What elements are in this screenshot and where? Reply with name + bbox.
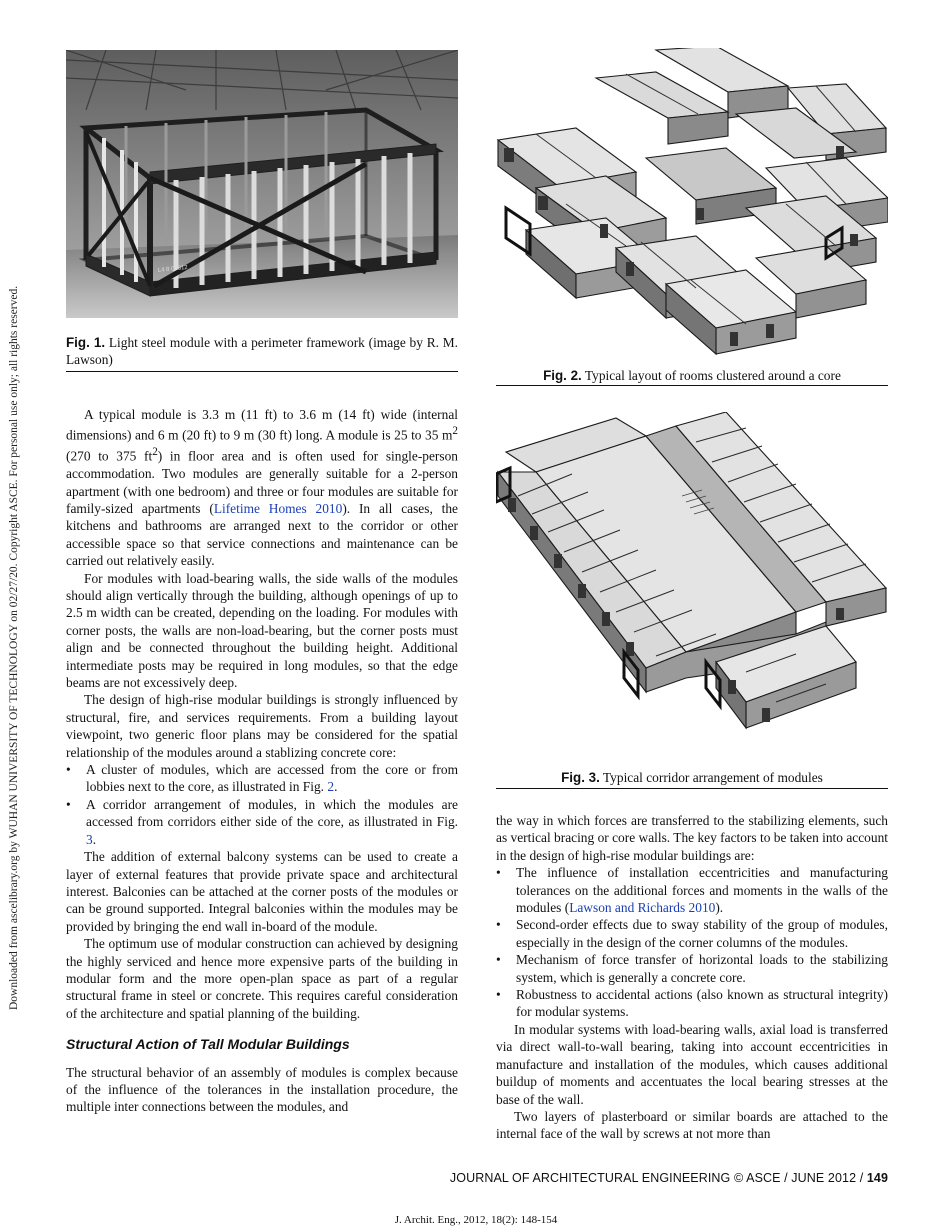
figure-2-drawing: [496, 48, 888, 360]
corridor-layout-drawing: [496, 412, 888, 760]
figure-3-rule: [496, 788, 888, 789]
figure-3-caption-text: Typical corridor arrangement of modules: [599, 770, 823, 785]
list-item: • Robustness to accidental actions (also known as structural integrity) for modular systems.: [496, 987, 888, 1020]
paragraph-plasterboard: Two layers of plasterboard or similar boards are attached to the internal face of the wall by screws at not more than: [496, 1108, 888, 1142]
figure-1-caption-text: Light steel module with a perimeter framework (image by R. M. Lawson): [66, 335, 458, 367]
steel-module-photo: [66, 50, 458, 318]
list-item: • The influence of installation eccentricities and manufacturing tolerances on the additional forces and moments in the walls of the modules (Lawson and Richards 2010).: [496, 865, 888, 916]
figure-1-rule: [66, 371, 458, 372]
journal-footer: JOURNAL OF ARCHITECTURAL ENGINEERING © ASCE / JUNE 2012 / 149: [449, 1171, 888, 1185]
paragraph-structural-behavior: The structural behavior of an assembly of modules is complex because of the influence of the tolerances in the installation procedure, the multiple inter connections between the modules, and: [66, 1064, 458, 1115]
figure-1-photo: [66, 50, 458, 318]
left-column: [66, 406, 458, 1116]
figure-1-caption: [66, 334, 458, 368]
figure-3-label: Fig. 3.: [561, 770, 600, 785]
figure-1-label: Fig. 1.: [66, 335, 106, 350]
paragraph-load-bearing-walls: For modules with load-bearing walls, the side walls of the modules should align vertically through the building, although openings of up to 2.5 m width can be created, depending on the loading. For modules with corner posts, the walls are non-load-bearing, but the corner posts must align and be connected throughout the building height. Additional intermediate posts may be required in long modules, so that the edge beams are not excessively deep.: [66, 570, 458, 691]
figure-3-drawing: [496, 412, 888, 760]
module-stamp: L4 8 00812: [157, 264, 189, 274]
layout-bullet-list: [66, 761, 458, 848]
section-heading: Structural Action of Tall Modular Buildings: [66, 1036, 350, 1053]
key-factors-list: [496, 864, 888, 1021]
citation-footer: J. Archit. Eng., 2012, 18(2): 148-154: [394, 1214, 558, 1226]
page-number: 149: [866, 1171, 888, 1185]
figure-2-rule: [496, 385, 888, 386]
list-item: • A cluster of modules, which are accessed from the core or from lobbies next to the core, as illustrated in Fig. 2.: [66, 762, 458, 795]
paragraph-balconies: The addition of external balcony systems can be used to create a layer of external features that provide private space and architectural interest. Balconies can be attached at the corner posts of the modules or can be ground supported. Integral balconies within the modules may be provided by bringing the end wall in-board of the module.: [66, 849, 458, 934]
paragraph-optimum-use: The optimum use of modular construction can achieved by designing the highly serviced and hence more expensive parts of the building in modular form and the more open-plan space as part of a regular structural frame in steel or concrete. This requires careful consideration of the architecture and spatial planning of the building.: [66, 936, 458, 1021]
figure-2-caption: [496, 367, 888, 384]
list-item: • A corridor arrangement of modules, in which the modules are accessed from corridors either side of the core, as illustrated in Fig. 3.: [66, 796, 458, 847]
paragraph-axial-load: In modular systems with load-bearing walls, axial load is transferred via direct wall-to-wall bearing, taking into account eccentricities in manufacture and installation of the modules, which causes additional buildup of moments and accentuates the local bearing stresses at the base of the wall.: [496, 1021, 888, 1107]
fig-2-link[interactable]: 2: [327, 779, 335, 795]
paragraph-high-rise-design: The design of high-rise modular buildings is strongly influenced by structural, fire, and services requirements. From a building layout viewpoint, two generic floor plans may be considered for the spatial relationship of the modules around a stablizing concrete core:: [66, 692, 458, 760]
fig-3-link[interactable]: 3: [86, 831, 93, 847]
list-item: • Mechanism of force transfer of horizontal loads to the stabilizing system, which is generally a concrete core.: [496, 952, 888, 985]
figure-2-caption-text: Typical layout of rooms clustered around a core: [581, 368, 841, 383]
right-column: [496, 812, 888, 1143]
download-notice: Downloaded from ascelibrary.org by WUHAN UNIVERSITY OF TECHNOLOGY on 02/27/20. Copyright ASCE. For personal use only; all rights reserved.: [8, 285, 20, 1010]
figure-2-label: Fig. 2.: [543, 368, 582, 383]
ref-lawson-richards-link[interactable]: Lawson and Richards 2010: [569, 900, 716, 916]
paragraph-force-transfer: the way in which forces are transferred to the stabilizing elements, such as vertical bracing or core walls. The key factors to be taken into account in the design of high-rise modular buildings are:: [496, 813, 888, 863]
list-item: • Second-order effects due to sway stability of the group of modules, especially in the design of the corner columns of the modules.: [496, 917, 888, 950]
ref-lifetime-homes-link[interactable]: Lifetime Homes 2010: [213, 500, 343, 516]
cluster-layout-drawing: [496, 48, 888, 360]
figure-3-caption: [496, 769, 888, 786]
paragraph-module-dimensions: A typical module is 3.3 m (11 ft) to 3.6 m (14 ft) wide (internal dimensions) and 6 m (20 ft) to 9 m (30 ft) long. A module is 25 to 35 $m^2$ (270 to 375 $ft^2$) in floor area and is often used for single-person accommodation. Two modules are generally suitable for a 2-person apartment (with one bedroom) and three or four modules are suitable for family-sized apartments (Lifetime Homes 2010). In all cases, the kitchens and bathrooms are arranged next to the corridor or other accessible space so that service connections and maintenance can be carried out relatively easily.: [66, 407, 458, 569]
